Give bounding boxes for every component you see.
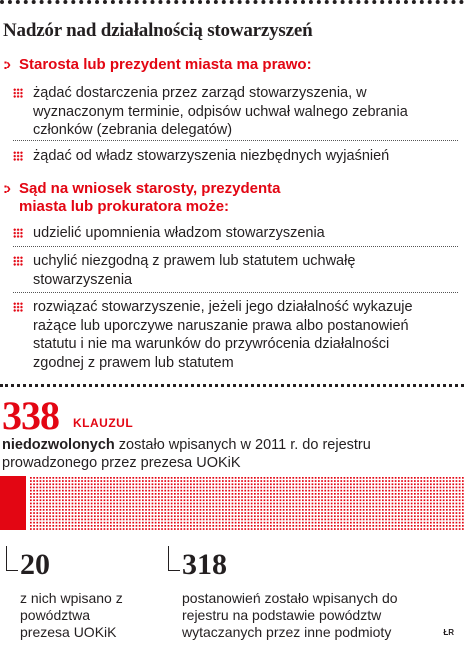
arrow-right-icon: :› bbox=[3, 180, 9, 197]
list-item: uchylić niezgodną z prawem lub statutem uchwałę stowarzyszenia bbox=[13, 252, 424, 289]
item-separator bbox=[13, 246, 458, 247]
stat-label: postanowień zostało wpisanych do rejestru na podstawie powództw wytaczanych przez inne podmioty bbox=[182, 590, 398, 640]
dot-grid-bullet-icon bbox=[13, 256, 23, 266]
dot-grid-bullet-icon bbox=[13, 151, 23, 161]
list-item: udzielić upomnienia władzom stowarzyszenia bbox=[13, 224, 424, 243]
headline-stat-unit: KLAUZUL bbox=[73, 416, 134, 430]
page-title: Nadzór nad działalnością stowarzyszeń bbox=[3, 20, 313, 41]
headline-stat-description bbox=[2, 436, 444, 472]
top-dotted-rule bbox=[0, 0, 464, 12]
arrow-right-icon: :› bbox=[3, 56, 9, 73]
dot-grid-bullet-icon bbox=[13, 228, 23, 238]
list-item: żądać od władz stowarzyszenia niezbędnych wyjaśnień bbox=[13, 147, 424, 166]
desc-bold: niedozwolonych bbox=[2, 437, 115, 453]
item-separator bbox=[13, 292, 458, 293]
bar-other bbox=[30, 477, 464, 530]
section-heading-starosta: :› Starosta lub prezydent miasta ma prawo: bbox=[3, 56, 312, 73]
dot-grid-bullet-icon bbox=[13, 88, 23, 98]
stat-value: 20 bbox=[20, 548, 50, 581]
stat-value: 318 bbox=[182, 548, 227, 581]
bracket-icon bbox=[6, 546, 18, 571]
headline-stat-value: 338 bbox=[2, 393, 59, 438]
list-item: rozwiązać stowarzyszenie, jeżeli jego działalność wykazuje rażące lub uporczywe naruszanie prawa albo postanowień statutu i nie ma warunków do przywrócenia działalności zgodnej z prawem lub statutem bbox=[13, 298, 424, 372]
desc-rest: zostało wpisanych w 2011 r. do rejestru prowadzonego przez prezesa UOKiK bbox=[2, 437, 371, 471]
author-credit: ŁR bbox=[443, 628, 454, 637]
item-separator bbox=[13, 140, 458, 141]
section-heading-sad: :› Sąd na wniosek starosty, prezydenta miasta lub prokuratora może: bbox=[3, 180, 281, 215]
list-item: żądać dostarczenia przez zarząd stowarzyszenia, w wyznaczonym terminie, odpisów uchwał walnego zebrania członków (zebrania delegatów) bbox=[13, 84, 424, 140]
bar-uokik bbox=[0, 476, 26, 530]
dotted-divider bbox=[0, 384, 464, 387]
stat-label: z nich wpisano z powództwa prezesa UOKiK bbox=[20, 590, 123, 640]
split-bar-chart bbox=[0, 476, 464, 530]
bracket-icon bbox=[168, 546, 180, 571]
dot-grid-bullet-icon bbox=[13, 302, 23, 312]
